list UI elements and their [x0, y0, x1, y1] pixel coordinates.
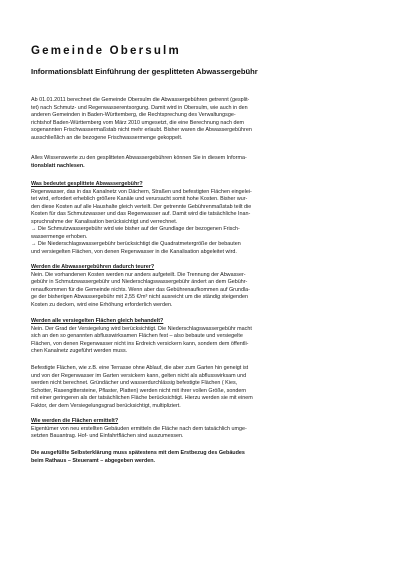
document-title: Gemeinde Obersulm	[31, 45, 181, 57]
intro-paragraph: Ab 01.01.2011 berechnet die Gemeinde Obersulm die Abwassergebühren getrennt (gesplit- tet) nach Schmutz- und Regenwasserentsorgung. Damit wird in Obersulm, wie auch in den anderen Gemeinden in Baden-Württemberg, die Rechtsprechung des Verwaltungsge- richtshof Baden-Württemberg vom März 2010 umgesetzt, die eine Berechnung nach dem sogenannten Frischwassermaßstab nicht mehr erlaubt. Bisher waren die Abwassergebühren ausschließlich an die bezogene Frischwassermenge gekoppelt.	[31, 97, 252, 141]
info-paragraph: Alles Wissenswerte zu den gesplitteten Abwassergebühren können Sie in diesem Informa- tionsblatt nachlesen.	[31, 155, 247, 169]
section-heading: Werden die Abwassergebühren dadurch teurer?	[31, 264, 155, 270]
section-heading: Was bedeutet gesplittete Abwassergebühr?	[31, 181, 143, 187]
section-heading: Wie werden die Flächen ermittelt?	[31, 418, 119, 424]
befestigte-flaechen-paragraph: Befestigte Flächen, wie z.B. eine Terrasse ohne Ablauf, die aber zum Garten hin geneigt ist und von der Regenwasser im Garten versickern kann, gelten nicht als abflusswirksam und werden nicht berechnet. Gründächer und wasserdurchlässig befestigte Flächen ( Kies, Schotter, Rasengittersteine, Pflaster, Platten) werden nicht mit ihrer vollen Größe, sondern mit einer geringeren als der tatsächlichen Fläche berücksichtigt. Hierzu werden sie mit einem Faktor, der dem Versiegelungsgrad berücksichtigt, multipliziert.	[31, 365, 253, 409]
section-versiegelte-flaechen: Werden alle versiegelten Flächen gleich behandelt? Nein. Der Grad der Versiegelung wird berücksichtigt. Die Niederschlagswassergebühr macht sich an den so genannten abflusswirksamen Flächen fest – also bebaute und versiegelte Flächen, von denen Regenwasser nicht ins Erdreich versickern kann, sondern dem öffentli- chen Kanalnetz zugeführt werden muss.	[31, 318, 383, 356]
section-flaechen-ermittelt: Wie werden die Flächen ermittelt? Eigentümer von neu erstellten Gebäuden ermitteln die Fläche nach dem tatsächlich umge- setzten Bauantrag. Hof- und Einfahrtflächen sind auszumessen.	[31, 418, 383, 441]
section-teurer: Werden die Abwassergebühren dadurch teurer? Nein. Die vorhandenen Kosten werden nur anders aufgeteilt. Die Trennung der Abwasser- gebühr in Schmutzwassergebühr und Niederschlagswassergebühr ändert an dem Gebühr- renaufkommen für die Gemeinde nichts. Wenn aber das Gebührenaufkommen auf Grundla- ge der bisherigen Abwassergebühr mit 2,55 €/m³ nicht ausreicht um die ständig steigenden Kosten zu decken, wird eine Erhöhung erforderlich werden.	[31, 264, 383, 309]
closing-note: Die ausgefüllte Selbsterklärung muss spätestens mit dem Erstbezug des Gebäudes beim Rathaus – Steueramt – abgegeben werden.	[31, 450, 245, 464]
section-heading: Werden alle versiegelten Flächen gleich behandelt?	[31, 318, 164, 324]
section-gesplittete-gebuehr: Was bedeutet gesplittete Abwassergebühr? Regenwasser, das in das Kanalnetz von Dächern, Straßen und befestigten Flächen eingelei- tet wird, erfordert erheblich größere Kanäle und verursacht somit hohe Kosten. Bisher wur- den diese Kosten auf alle Haushalte gleich verteilt. Der getrennte Gebührenmaßstab teilt die Kosten für das Schmutzwasser und das Regenwasser auf. Damit wird die tatsächliche Inan- spruchnahme der Kanalisation berücksichtigt und verrechnet. → Die Schmutzwassergebühr wird wie bisher auf der Grundlage der bezogenen Frisch- wassermenge erhoben. → Die Niederschlagswassergebühr berücksichtigt die Quadratmetergröße der bebauten und versiegelten Flächen, von denen Regenwasser in die Kanalisation abgeleitet wird.	[31, 181, 383, 256]
document-subtitle: Informationsblatt Einführung der gesplitteten Abwassergebühr	[31, 67, 258, 76]
